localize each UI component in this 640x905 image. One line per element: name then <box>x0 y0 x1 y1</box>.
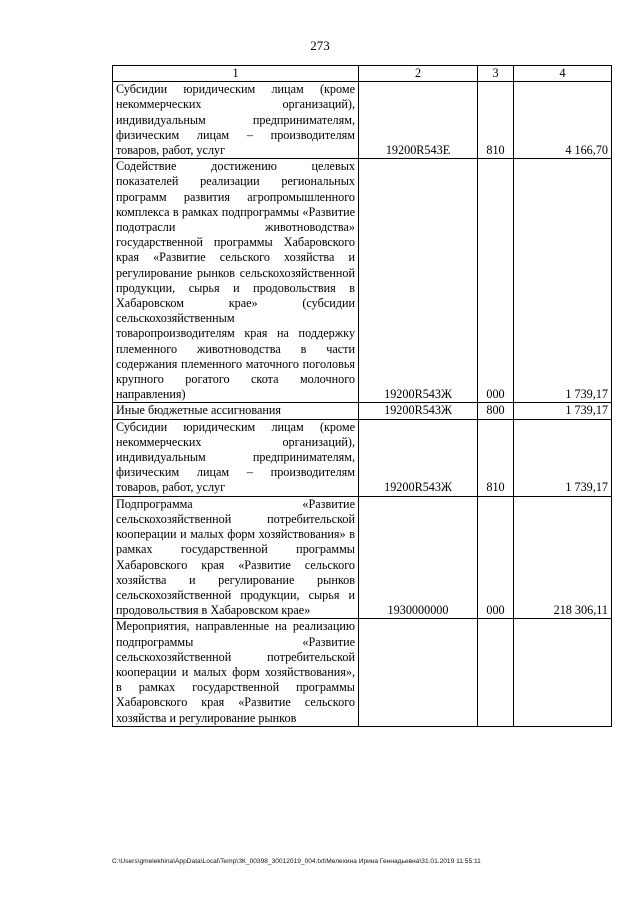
table-row <box>113 403 612 419</box>
table-row <box>113 82 612 159</box>
header-col-4: 4 <box>514 66 612 82</box>
row-target-code: 19200R543Ж <box>359 419 478 496</box>
row-description: Субсидии юридическим лицам (кроме некоммерческих организаций), индивидуальным предпринимателям, физическим лицам – производителям товаров, работ, услуг <box>113 82 359 159</box>
row-target-code: 19200R543Е <box>359 82 478 159</box>
table-row <box>113 419 612 496</box>
row-target-code <box>359 619 478 726</box>
row-expense-kind: 810 <box>478 419 514 496</box>
row-expense-kind: 810 <box>478 82 514 159</box>
row-description: Содействие достижению целевых показателей реализации региональных программ развития агропромышленного комплекса в рамках подпрограммы «Развитие подотрасли животноводства» государственной программы Хабаровского края «Развитие сельского хозяйства и регулирование рынков сельскохозяйственной продукции, сырья и продовольствия в Хабаровском крае» (субсидии сельскохозяйственным товаропроизводителям края на поддержку племенного животноводства в части содержания племенного маточного поголовья крупного рогатого скота молочного направления) <box>113 159 359 403</box>
table-row <box>113 159 612 403</box>
row-amount: 218 306,11 <box>514 496 612 619</box>
row-description: Субсидии юридическим лицам (кроме некоммерческих организаций), индивидуальным предпринимателям, физическим лицам – производителям товаров, работ, услуг <box>113 419 359 496</box>
row-description: Подпрограмма «Развитие сельскохозяйственной потребительской кооперации и малых форм хозяйствования» в рамках государственной программы Хабаровского края «Развитие сельского хозяйства и регулирование рынков сельскохозяйственной продукции, сырья и продовольствия в Хабаровском крае» <box>113 496 359 619</box>
header-col-2: 2 <box>359 66 478 82</box>
header-col-1: 1 <box>113 66 359 82</box>
budget-table <box>112 65 612 727</box>
row-amount: 1 739,17 <box>514 419 612 496</box>
table-header-row <box>113 66 612 82</box>
row-amount <box>514 619 612 726</box>
table-row <box>113 496 612 619</box>
row-description: Иные бюджетные ассигнования <box>113 403 359 419</box>
row-amount: 4 166,70 <box>514 82 612 159</box>
row-target-code: 19200R543Ж <box>359 403 478 419</box>
row-target-code: 19200R543Ж <box>359 159 478 403</box>
page-number: 273 <box>310 38 330 53</box>
row-amount: 1 739,17 <box>514 159 612 403</box>
file-path-footer: C:\Users\gmelekhina\AppData\Local\Temp\ЗК_00398_30012019_004.txt\Мелехина Ирина Геннадьевна\31.01.2019 11:55:11 <box>112 858 481 865</box>
row-expense-kind: 000 <box>478 159 514 403</box>
row-target-code: 1930000000 <box>359 496 478 619</box>
table-row <box>113 619 612 726</box>
row-amount: 1 739,17 <box>514 403 612 419</box>
row-expense-kind: 800 <box>478 403 514 419</box>
row-description: Мероприятия, направленные на реализацию подпрограммы «Развитие сельскохозяйственной потребительской кооперации и малых форм хозяйствования», в рамках государственной программы Хабаровского края «Развитие сельского хозяйства и регулирование рынков <box>113 619 359 726</box>
row-expense-kind: 000 <box>478 496 514 619</box>
row-expense-kind <box>478 619 514 726</box>
header-col-3: 3 <box>478 66 514 82</box>
